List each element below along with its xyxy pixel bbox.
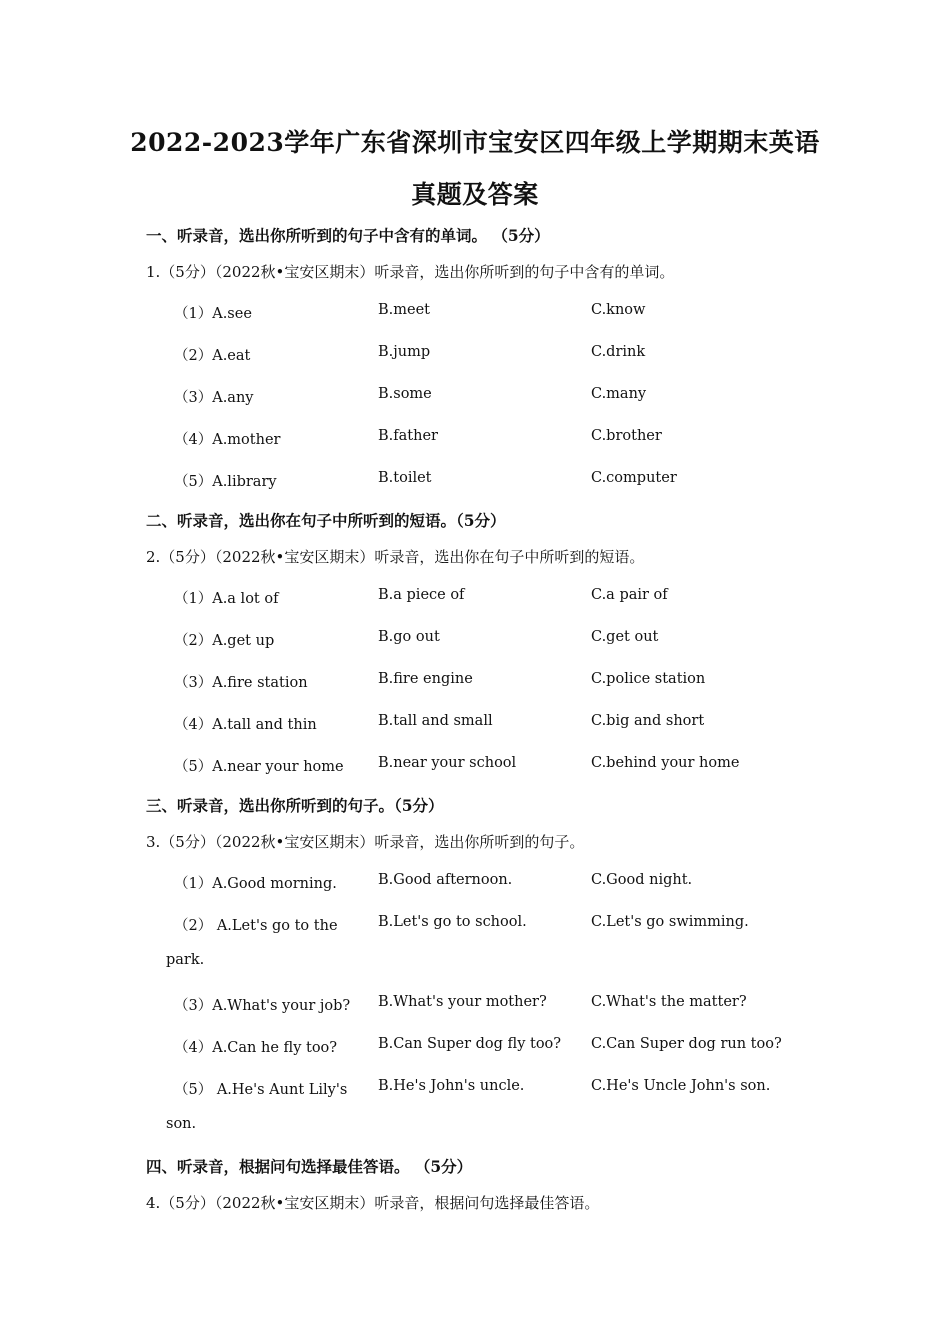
q3-item5-option-a: （5） A.He's Aunt Lily's — [174, 1082, 348, 1098]
title-line-1: 2022-2023学年广东省深圳市宝安区四年级上学期期末英语 — [130, 128, 820, 157]
q2-item2-option-b: B.go out — [378, 629, 440, 645]
section-1-heading: 一、听录音，选出你所听到的句子中含有的单词。 （5分） — [146, 226, 550, 245]
q3-item1-option-c: C.Good night. — [591, 872, 693, 888]
question-3: 3.（5分）（2022秋•宝安区期末）听录音，选出你所听到的句子。 — [146, 833, 585, 851]
q3-item5-option-b: B.He's John's uncle. — [378, 1078, 525, 1094]
title-line-2: 真题及答案 — [411, 180, 539, 209]
q3-item5-option-c: C.He's Uncle John's son. — [591, 1078, 771, 1094]
q2-item3-option-b: B.fire engine — [378, 671, 473, 687]
q2-item5-option-a: （5）A.near your home — [174, 759, 344, 775]
q3-item4-option-b: B.Can Super dog fly too? — [378, 1036, 562, 1052]
q2-item5-option-c: C.behind your home — [591, 755, 740, 771]
q2-item3-option-a: （3）A.fire station — [174, 675, 308, 691]
q1-item4-option-b: B.father — [378, 428, 438, 444]
q2-item4-option-a: （4）A.tall and thin — [174, 717, 317, 733]
section-2-heading: 二、听录音，选出你在句子中所听到的短语。（5分） — [146, 511, 506, 530]
q3-item4-option-c: C.Can Super dog run too? — [591, 1036, 782, 1052]
q2-item1-option-a: （1）A.a lot of — [174, 591, 279, 607]
section-3-heading: 三、听录音，选出你所听到的句子。（5分） — [146, 796, 444, 815]
q1-item4-option-a: （4）A.mother — [174, 432, 281, 448]
section-4-heading: 四、听录音，根据问句选择最佳答语。 （5分） — [146, 1157, 473, 1176]
q2-item4-option-c: C.big and short — [591, 713, 705, 729]
q2-item5-option-b: B.near your school — [378, 755, 517, 771]
q2-item4-option-b: B.tall and small — [378, 713, 493, 729]
q3-item2-option-c: C.Let's go swimming. — [591, 914, 749, 930]
q2-item1-option-c: C.a pair of — [591, 587, 668, 603]
q2-item1-option-b: B.a piece of — [378, 587, 465, 603]
q1-item3-option-c: C.many — [591, 386, 647, 402]
question-4: 4.（5分）（2022秋•宝安区期末）听录音，根据问句选择最佳答语。 — [146, 1194, 600, 1212]
q1-item5-option-c: C.computer — [591, 470, 677, 486]
q3-item2-option-b: B.Let's go to school. — [378, 914, 527, 930]
q3-item3-option-b: B.What's your mother? — [378, 994, 547, 1010]
question-2: 2.（5分）（2022秋•宝安区期末）听录音，选出你在句子中所听到的短语。 — [146, 548, 645, 566]
q2-item2-option-c: C.get out — [591, 629, 659, 645]
q2-item2-option-a: （2）A.get up — [174, 633, 275, 649]
q1-item4-option-c: C.brother — [591, 428, 662, 444]
q1-item2-option-b: B.jump — [378, 344, 431, 360]
q2-item3-option-c: C.police station — [591, 671, 706, 687]
q1-item3-option-b: B.some — [378, 386, 432, 402]
q3-item3-option-a: （3）A.What's your job? — [174, 998, 351, 1014]
q3-item1-option-b: B.Good afternoon. — [378, 872, 513, 888]
q3-item2-option-a-continued: park. — [166, 952, 205, 968]
q3-item3-option-c: C.What's the matter? — [591, 994, 747, 1010]
q1-item2-option-a: （2）A.eat — [174, 348, 251, 364]
q1-item5-option-a: （5）A.library — [174, 474, 277, 490]
q3-item5-option-a-continued: son. — [166, 1116, 197, 1132]
q1-item2-option-c: C.drink — [591, 344, 646, 360]
q1-item5-option-b: B.toilet — [378, 470, 432, 486]
question-1: 1.（5分）（2022秋•宝安区期末）听录音，选出你所听到的句子中含有的单词。 — [146, 263, 675, 281]
q1-item3-option-a: （3）A.any — [174, 390, 254, 406]
q3-item2-option-a: （2） A.Let's go to the — [174, 918, 338, 934]
q1-item1-option-b: B.meet — [378, 302, 431, 318]
q1-item1-option-a: （1）A.see — [174, 306, 252, 322]
q3-item4-option-a: （4）A.Can he fly too? — [174, 1040, 338, 1056]
q1-item1-option-c: C.know — [591, 302, 646, 318]
q3-item1-option-a: （1）A.Good morning. — [174, 876, 337, 892]
